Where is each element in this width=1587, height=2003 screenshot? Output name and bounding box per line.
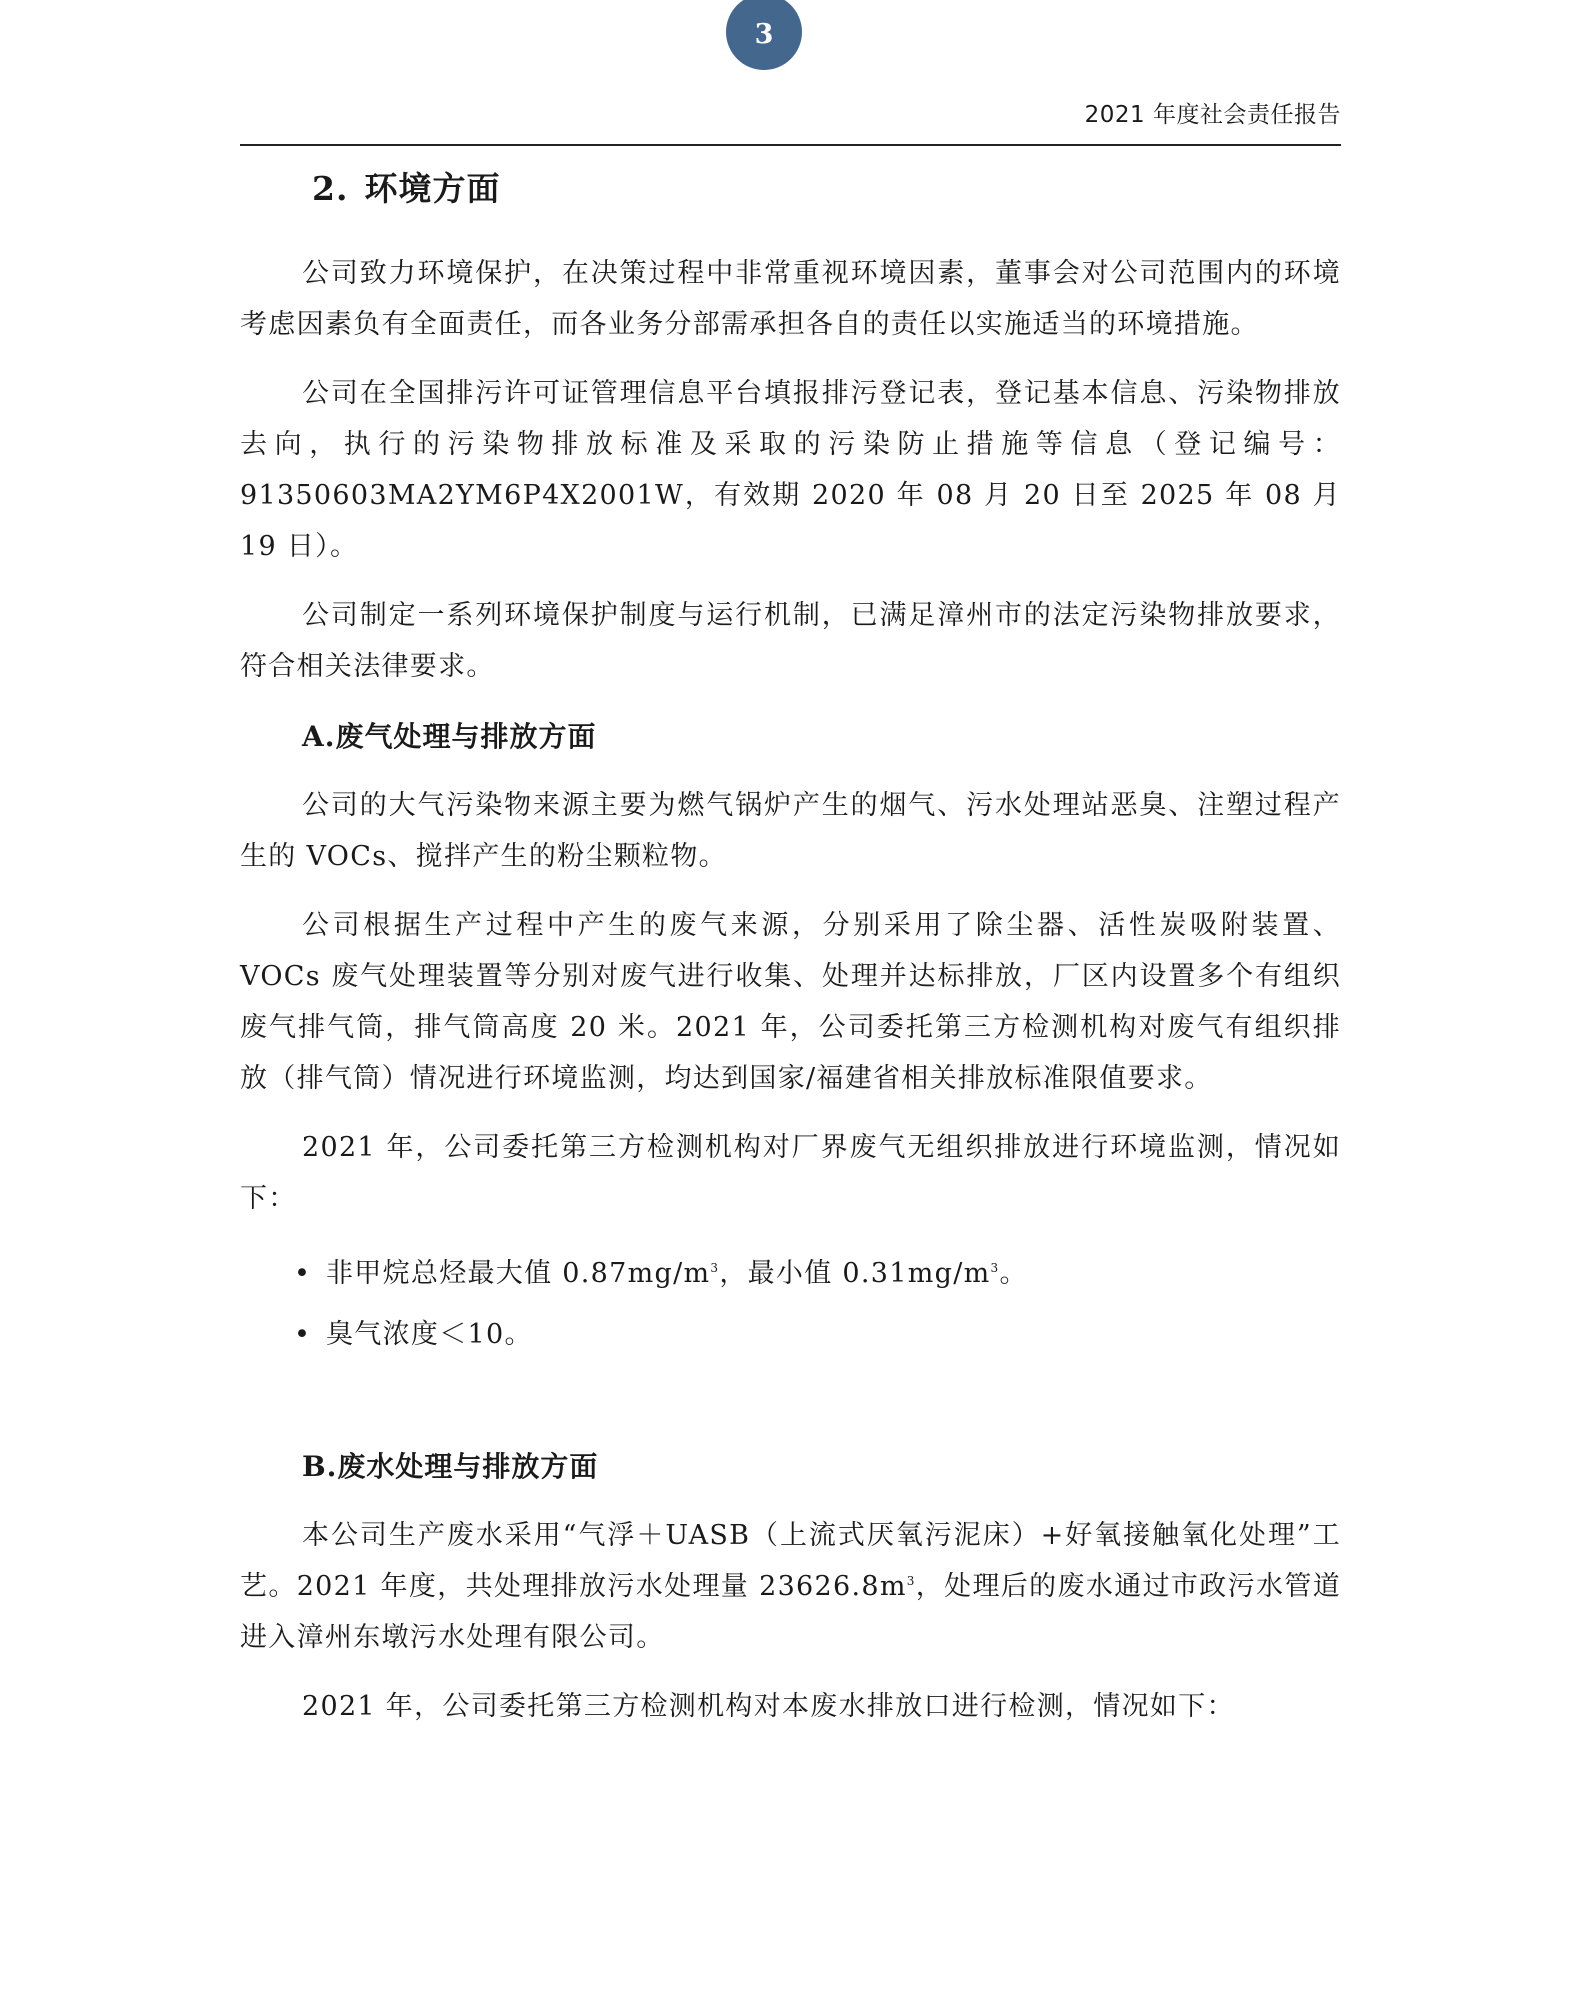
section-heading	[312, 164, 1341, 214]
list-item: • 非甲烷总烃最大值 $0.87mg/m^3$，最小值 $0.31mg/m^3$。	[294, 1248, 1341, 1299]
wastewater-paragraph-2: 2021 年，公司委托第三方检测机构对本废水排放口进行检测，情况如下：	[302, 1691, 1235, 1722]
section-title-text: 环境方面	[364, 169, 501, 208]
page-number-badge: 3	[726, 0, 802, 70]
list-item: • 臭气浓度＜10。	[294, 1309, 1341, 1360]
section-number: 2.	[312, 169, 349, 208]
exhaust-paragraph-3: 2021 年，公司委托第三方检测机构对厂界废气无组织排放进行环境监测，情况如下：	[240, 1132, 1341, 1214]
bullet-icon: •	[294, 1258, 312, 1289]
bullet-icon: •	[294, 1319, 312, 1350]
exhaust-paragraph-1: 公司的大气污染物来源主要为燃气锅炉产生的烟气、污水处理站恶臭、注塑过程产生的 VOCs、搅拌产生的粉尘颗粒物。	[240, 790, 1341, 872]
intro-paragraph-1: 公司致力环境保护，在决策过程中非常重视环境因素，董事会对公司范围内的环境考虑因素负有全面责任，而各业务分部需承担各自的责任以实施适当的环境措施。	[240, 258, 1341, 340]
intro-paragraph-2: 公司在全国排污许可证管理信息平台填报排污登记表，登记基本信息、污染物排放去向，执行的污染物排放标准及采取的污染防止措施等信息（登记编号：91350603MA2YM6P4X2001W，有效期 2020 年 08 月 20 日至 2025 年 08 月 19 日）。	[240, 378, 1341, 562]
header-divider	[240, 144, 1341, 146]
subsection-b-heading: B.废水处理与排放方面	[302, 1450, 599, 1483]
intro-paragraph-3: 公司制定一系列环境保护制度与运行机制，已满足漳州市的法定污染物排放要求，符合相关法律要求。	[240, 600, 1341, 682]
exhaust-results-list	[240, 1248, 1341, 1360]
page-body	[240, 150, 1341, 1732]
exhaust-paragraph-2: 公司根据生产过程中产生的废气来源，分别采用了除尘器、活性炭吸附装置、VOCs 废气处理装置等分别对废气进行收集、处理并达标排放，厂区内设置多个有组织废气排气筒，排气筒高度 20 米。2021 年，公司委托第三方检测机构对废气有组织排放（排气筒）情况进行环境监测，均达到国家/福建省相关排放标准限值要求。	[240, 910, 1341, 1094]
running-header-title: 2021 年度社会责任报告	[1084, 102, 1341, 128]
subsection-a-heading: A.废气处理与排放方面	[302, 720, 597, 753]
wastewater-paragraph-1: 本公司生产废水采用“气浮＋UASB（上流式厌氧污泥床）+好氧接触氧化处理”工艺。2021 年度，共处理排放污水处理量 $23626.8m^3$，处理后的废水通过市政污水管道进入漳州东墩污水处理有限公司。	[240, 1520, 1341, 1653]
